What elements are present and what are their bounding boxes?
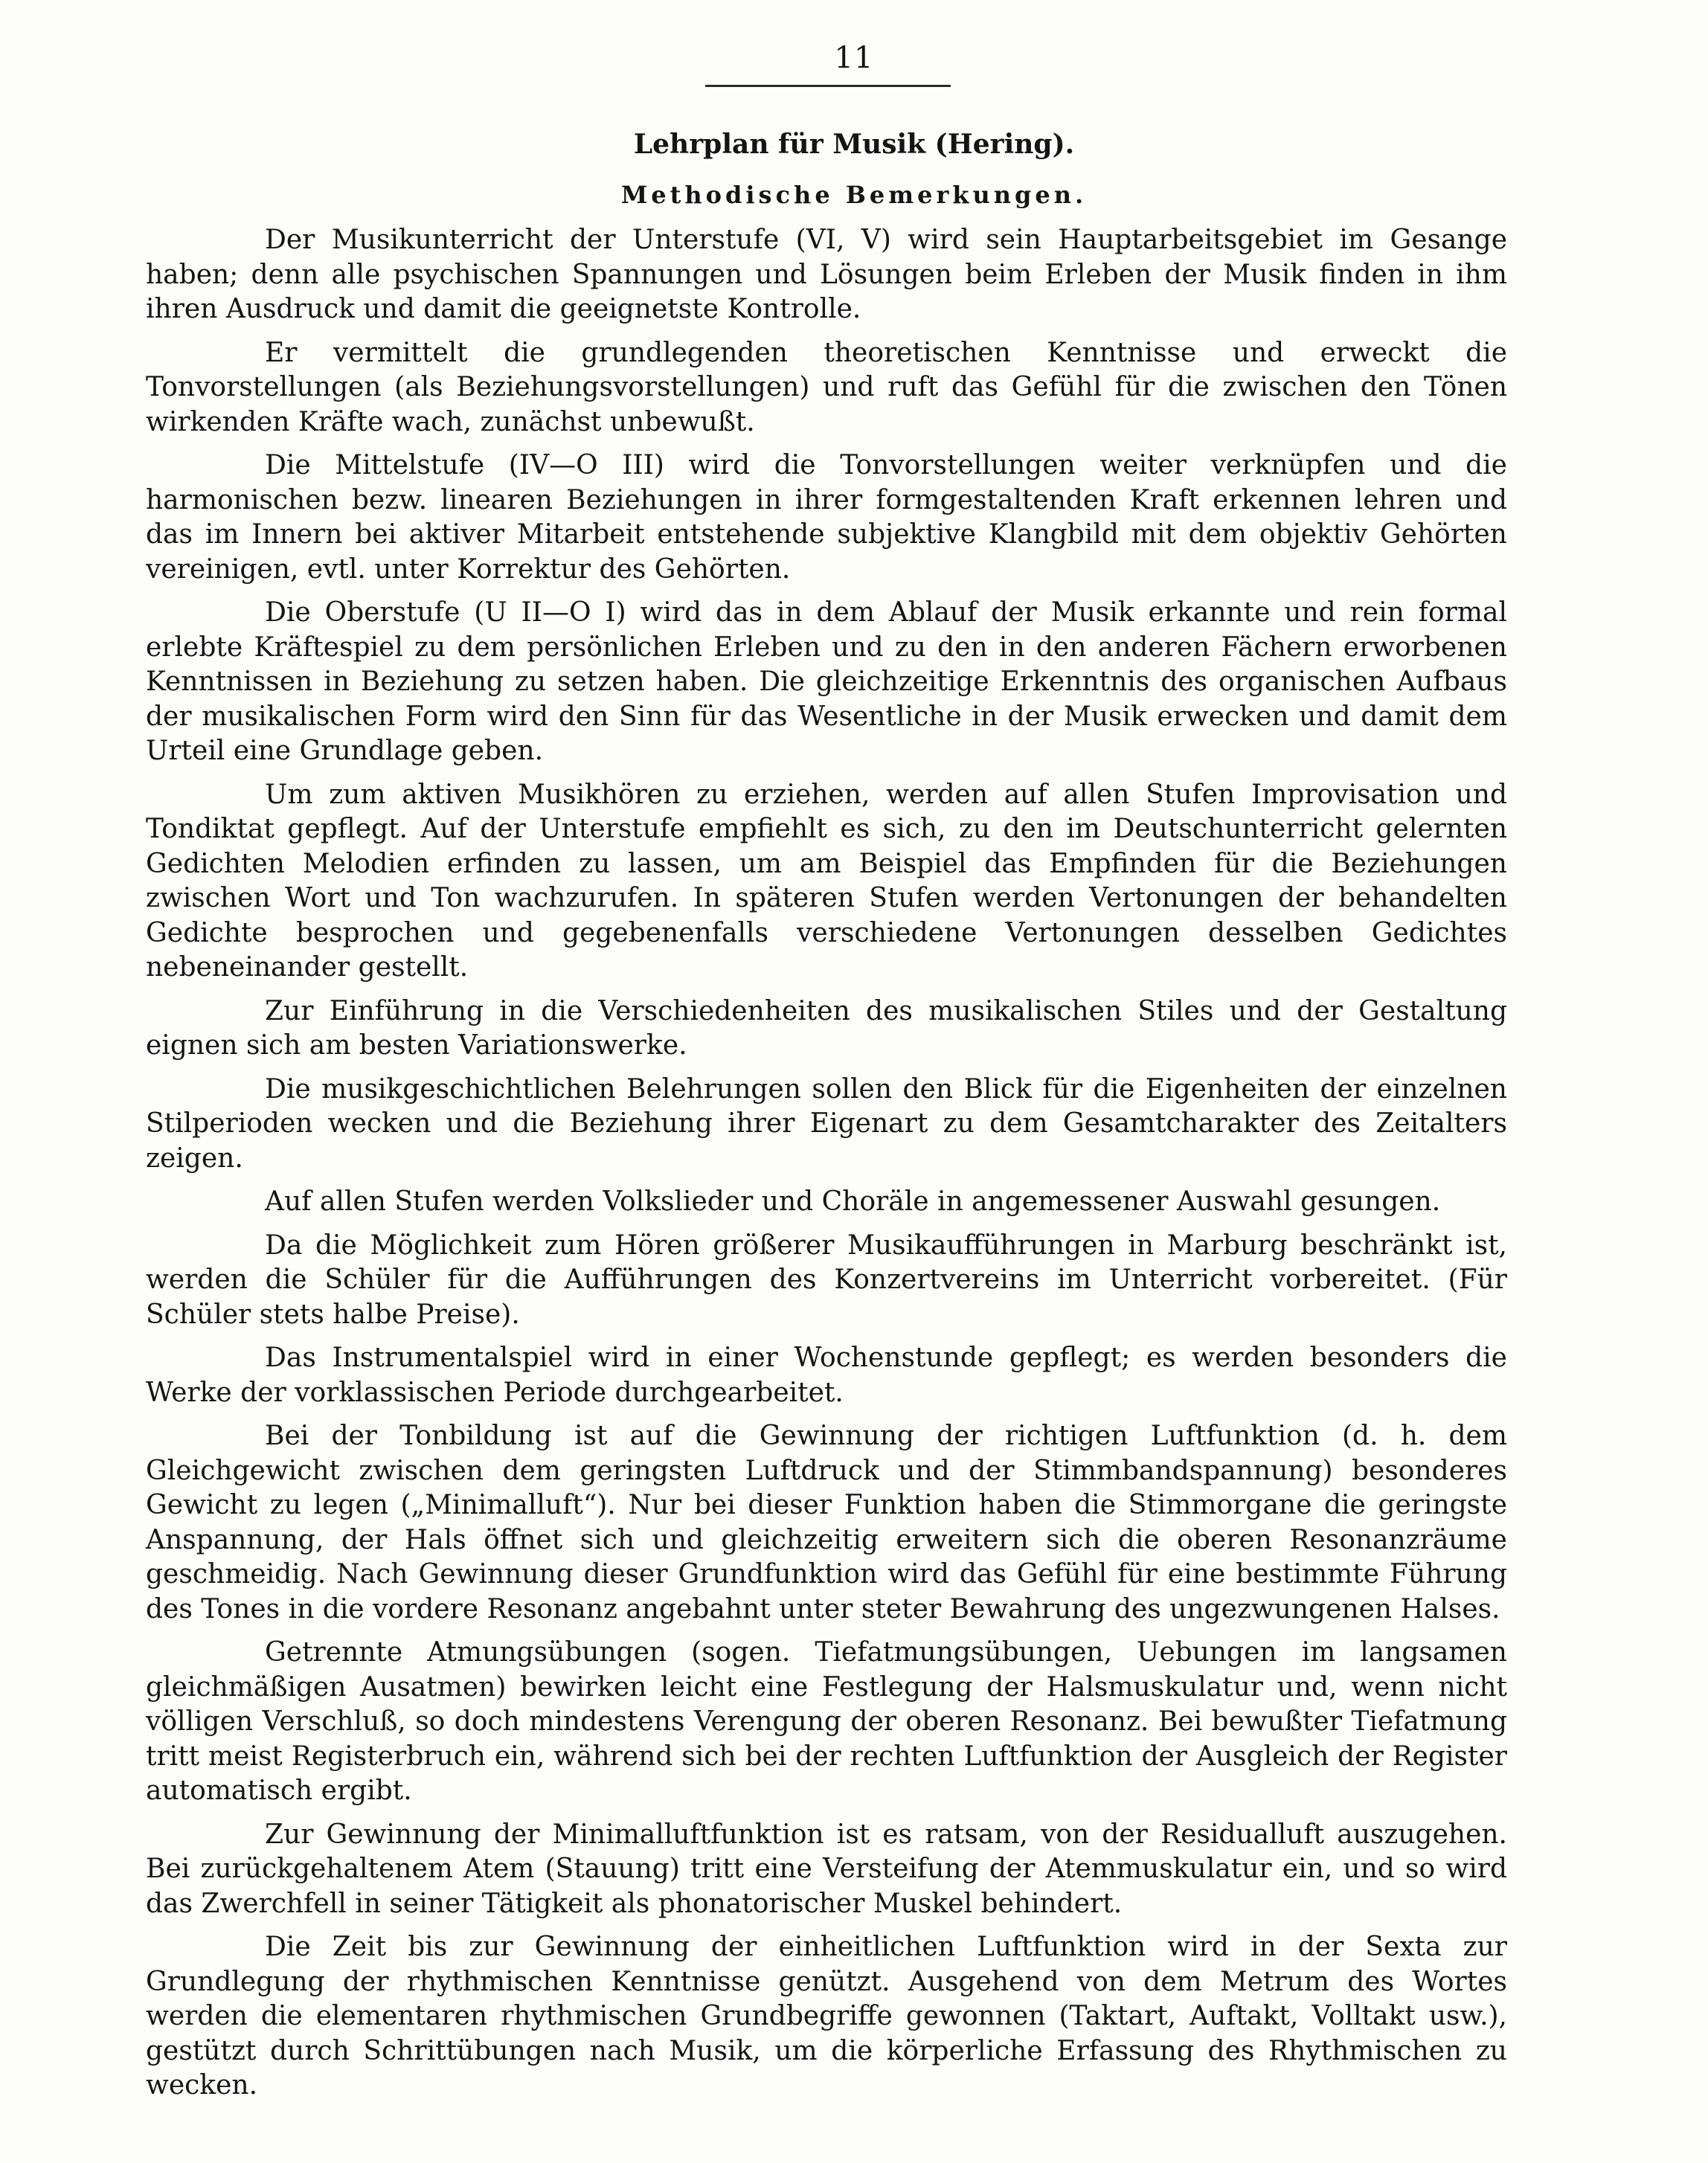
paragraph: Getrennte Atmungsübungen (sogen. Tiefatmungsübungen, Uebungen im langsamen gleichmäßigen Ausatmen) bewirken leicht eine Festlegung der Halsmuskulatur und, wenn nicht völligen Verschluß, so doch mindestens Verengung der oberen Resonanz. Bei bewußter Tiefatmung tritt meist Registerbruch ein, während sich bei der rechten Luftfunktion der Ausgleich der Register automatisch ergibt. [146,1637,1507,1806]
paragraph: Die Zeit bis zur Gewinnung der einheitlichen Luftfunktion wird in der Sexta zur Grundlegung der rhythmischen Kenntnisse genützt. Ausgehend von dem Metrum des Wortes werden die elementaren rhythmischen Grundbegriffe gewonnen (Taktart, Auftakt, Volltakt usw.), gestützt durch Schrittübungen nach Musik, um die körperliche Erfassung des Rhythmischen zu wecken. [146,1932,1507,2101]
paragraph: Der Musikunterricht der Unterstufe (VI, V) wird sein Hauptarbeitsgebiet im Gesange haben; denn alle psychischen Spannungen und Lösungen beim Erleben der Musik finden in ihm ihren Ausdruck und damit die geeignetste Kontrolle. [146,225,1507,324]
paragraph: Zur Einführung in die Verschiedenheiten des musikalischen Stiles und der Gestaltung eignen sich am besten Variationswerke. [146,995,1507,1061]
header-rule [705,85,951,87]
paragraph: Da die Möglichkeit zum Hören größerer Musikaufführungen in Marburg beschränkt ist, werden die Schüler für die Aufführungen des Konzertvereins im Unterricht vorbereitet. (Für Schüler stets halbe Preise). [146,1230,1507,1330]
body-text [146,223,1507,2103]
paragraph: Bei der Tonbildung ist auf die Gewinnung der richtigen Luftfunktion (d. h. dem Gleichgewicht zwischen dem geringsten Luftdruck und der Stimmbandspannung) besonderes Gewicht zu legen („Minimalluft“). Nur bei dieser Funktion haben die Stimmorgane die geringste Anspannung, der Hals öffnet sich und gleichzeitig erweitern sich die oberen Resonanzräume geschmeidig. Nach Gewinnung dieser Grundfunktion wird das Gefühl für eine bestimmte Führung des Tones in die vordere Resonanz angebahnt unter steter Bewahrung des ungezwungenen Halses. [146,1421,1507,1624]
page-number: 11 [834,41,874,75]
paragraph: Die Mittelstufe (IV—O III) wird die Tonvorstellungen weiter verknüpfen und die harmonischen bezw. linearen Beziehungen in ihrer formgestaltenden Kraft erkennen lehren und das im Innern bei aktiver Mitarbeit entstehende subjektive Klangbild mit dem objektiv Gehörten vereinigen, evtl. unter Korrektur des Gehörten. [146,450,1507,585]
paragraph: Um zum aktiven Musikhören zu erziehen, werden auf allen Stufen Improvisation und Tondiktat gepflegt. Auf der Unterstufe empfiehlt es sich, zu den im Deutschunterricht gelernten Gedichten Melodien erfinden zu lassen, um am Beispiel das Empfinden für die Beziehungen zwischen Wort und Ton wachzurufen. In späteren Stufen werden Vertonungen der behandelten Gedichte besprochen und gegebenenfalls verschiedene Vertonungen desselben Gedichtes nebeneinander gestellt. [146,779,1507,983]
paragraph: Zur Gewinnung der Minimalluftfunktion ist es ratsam, von der Residualluft auszugehen. Bei zurückgehaltenem Atem (Stauung) tritt eine Versteifung der Atemmuskulatur ein, und so wird das Zwerchfell in seiner Tätigkeit als phonatorischer Muskel behindert. [146,1819,1507,1919]
paragraph: Auf allen Stufen werden Volkslieder und Choräle in angemessener Auswahl gesungen. [265,1186,1441,1217]
document-title: Lehrplan für Musik (Hering). [633,129,1075,160]
section-subtitle: Methodische Bemerkungen. [620,181,1088,209]
paragraph: Das Instrumentalspiel wird in einer Wochenstunde gepflegt; es werden besonders die Werke der vorklassischen Periode durchgearbeitet. [146,1343,1507,1408]
paragraph: Er vermittelt die grundlegenden theoretischen Kenntnisse und erweckt die Tonvorstellungen (als Beziehungsvorstellungen) und ruft das Gefühl für die zwischen den Tönen wirkenden Kräfte wach, zunächst unbewußt. [146,337,1507,437]
paragraph: Die musikgeschichtlichen Belehrungen sollen den Blick für die Eigenheiten der einzelnen Stilperioden wecken und die Beziehung ihrer Eigenart zu dem Gesamtcharakter des Zeitalters zeigen. [146,1073,1507,1174]
paragraph: Die Oberstufe (U II—O I) wird das in dem Ablauf der Musik erkannte und rein formal erlebte Kräftespiel zu dem persönlichen Erleben und zu den in den anderen Fächern erworbenen Kenntnissen in Beziehung zu setzen haben. Die gleichzeitige Erkenntnis des organischen Aufbaus der musikalischen Form wird den Sinn für das Wesentliche in der Musik erwecken und damit dem Urteil eine Grundlage geben. [146,597,1507,766]
